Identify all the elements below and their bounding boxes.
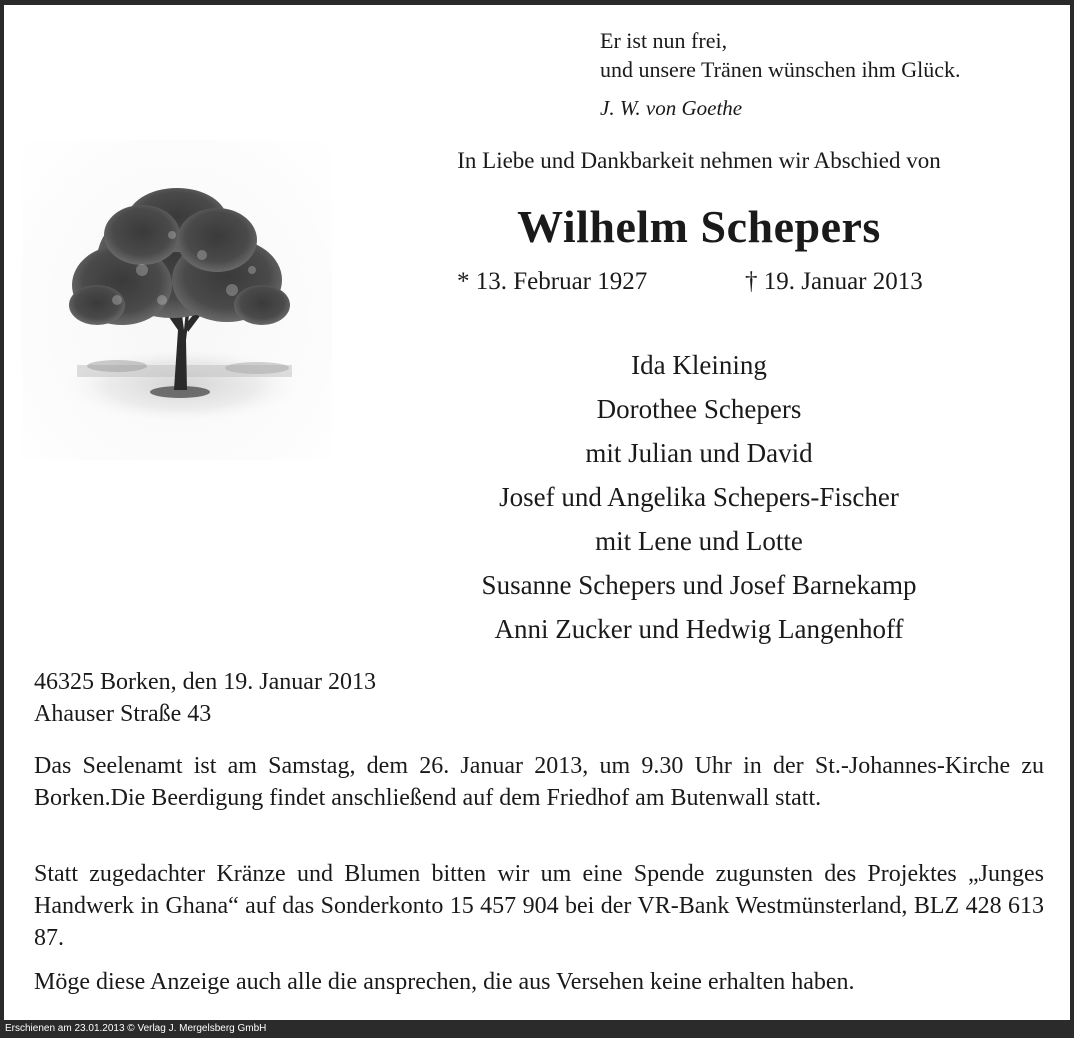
mourner: Susanne Schepers und Josef Barnekamp <box>481 570 917 600</box>
tree-icon <box>22 140 332 460</box>
mourner: mit Julian und David <box>585 438 813 468</box>
mourner: Josef und Angelika Schepers-Fischer <box>499 482 899 512</box>
closing-note: Möge diese Anzeige auch alle die ansprechen, die aus Versehen keine erhalten haben. <box>34 969 855 995</box>
mourner: Ida Kleining <box>631 350 767 380</box>
publication-credit: Erschienen am 23.01.2013 © Verlag J. Mergelsberg GmbH <box>5 1023 267 1034</box>
mourner: Dorothee Schepers <box>596 394 802 424</box>
donation-info: Statt zugedachter Kränze und Blumen bitten wir um eine Spende zugunsten des Projektes „Junges Handwerk in Ghana“ auf das Sonderkonto 15 457 904 bei der VR-Bank Westmünsterland, BLZ 428 613 87. <box>34 861 1044 951</box>
funeral-info: Das Seelenamt ist am Samstag, dem 26. Januar 2013, um 9.30 Uhr in der St.-Johannes-Kirche zu Borken.Die Beerdigung findet anschließend auf dem Friedhof am Butenwall statt. <box>34 753 1044 811</box>
quote-author: J. W. von Goethe <box>600 96 743 120</box>
birth-date: * 13. Februar 1927 <box>457 268 648 295</box>
quote-line-1: Er ist nun frei, <box>600 28 728 53</box>
footer-bar <box>0 1020 1074 1038</box>
address-line-1: 46325 Borken, den 19. Januar 2013 <box>34 669 376 695</box>
quote <box>600 26 961 84</box>
deceased-name: Wilhelm Schepers <box>517 201 881 252</box>
address <box>34 666 376 730</box>
quote-line-2: und unsere Tränen wünschen ihm Glück. <box>600 57 961 82</box>
mourner: mit Lene und Lotte <box>595 526 803 556</box>
tree-image <box>22 140 332 460</box>
mourner: Anni Zucker und Hedwig Langenhoff <box>494 614 904 644</box>
death-date: † 19. Januar 2013 <box>745 268 923 295</box>
intro-line: In Liebe und Dankbarkeit nehmen wir Abschied von <box>457 148 941 173</box>
mourners-list <box>364 343 1034 651</box>
address-line-2: Ahauser Straße 43 <box>34 701 212 727</box>
